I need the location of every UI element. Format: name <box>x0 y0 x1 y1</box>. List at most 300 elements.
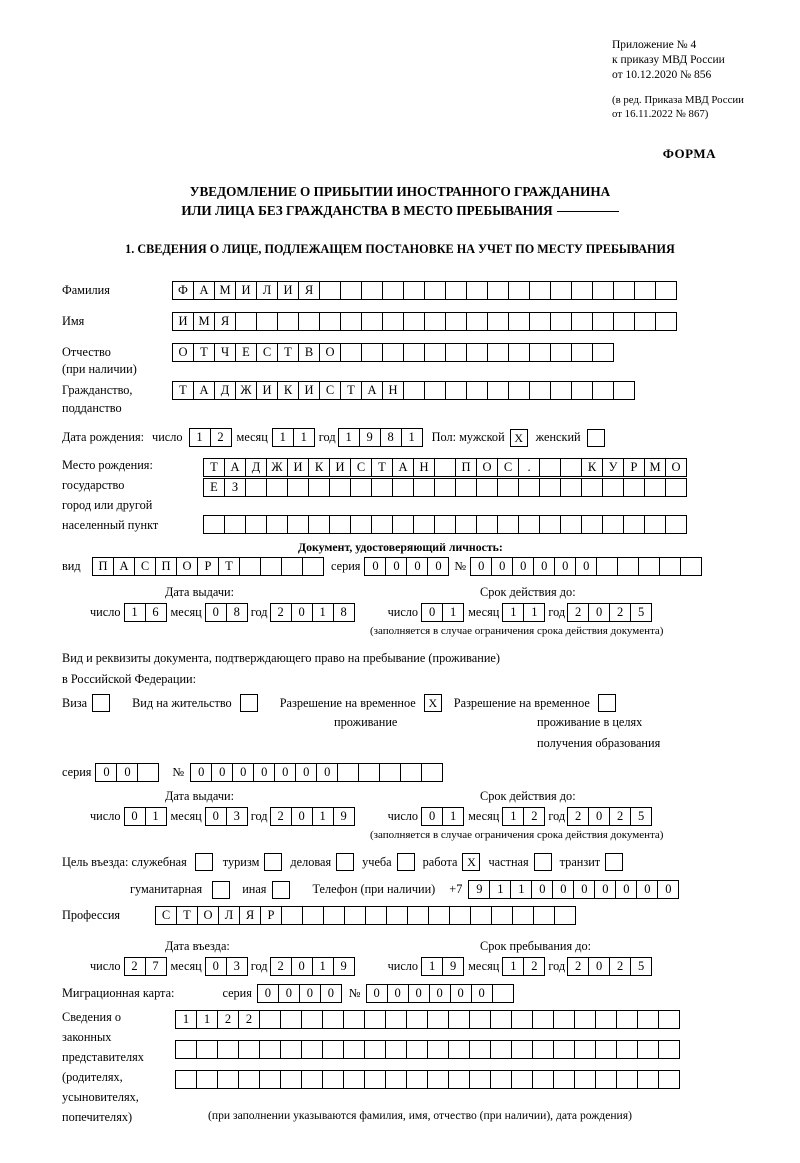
char-cell[interactable] <box>595 1040 617 1059</box>
char-cell[interactable]: Д <box>245 458 267 477</box>
char-cell[interactable] <box>358 763 380 782</box>
char-cell[interactable] <box>623 515 645 534</box>
char-cell[interactable]: 2 <box>567 807 589 826</box>
char-cell[interactable] <box>403 312 425 331</box>
char-cell[interactable]: А <box>224 458 246 477</box>
entry-month-input[interactable] <box>205 957 247 976</box>
char-cell[interactable] <box>658 1040 680 1059</box>
char-cell[interactable]: 2 <box>567 957 589 976</box>
char-cell[interactable]: А <box>113 557 135 576</box>
sex-female-checkbox[interactable] <box>587 429 605 447</box>
char-cell[interactable] <box>427 1040 449 1059</box>
char-cell[interactable] <box>308 478 330 497</box>
char-cell[interactable]: 0 <box>575 557 597 576</box>
char-cell[interactable] <box>595 1070 617 1089</box>
char-cell[interactable]: С <box>155 906 177 925</box>
migration-series-input[interactable] <box>257 984 341 1003</box>
char-cell[interactable]: А <box>361 381 383 400</box>
char-cell[interactable] <box>550 281 572 300</box>
char-cell[interactable]: О <box>476 458 498 477</box>
char-cell[interactable]: 1 <box>523 603 545 622</box>
char-cell[interactable] <box>574 1070 596 1089</box>
purpose-private-checkbox[interactable] <box>534 853 552 871</box>
char-cell[interactable] <box>602 515 624 534</box>
char-cell[interactable]: 3 <box>226 957 248 976</box>
char-cell[interactable]: 0 <box>471 984 493 1003</box>
char-cell[interactable] <box>434 515 456 534</box>
char-cell[interactable] <box>424 343 446 362</box>
char-cell[interactable] <box>217 1040 239 1059</box>
char-cell[interactable]: 8 <box>380 428 402 447</box>
char-cell[interactable] <box>329 478 351 497</box>
char-cell[interactable] <box>371 478 393 497</box>
char-cell[interactable] <box>634 281 656 300</box>
char-cell[interactable]: 0 <box>299 984 321 1003</box>
char-cell[interactable] <box>301 1040 323 1059</box>
char-cell[interactable]: 2 <box>609 603 631 622</box>
residence-permit-checkbox[interactable] <box>240 694 258 712</box>
char-cell[interactable]: 2 <box>567 603 589 622</box>
char-cell[interactable] <box>508 343 530 362</box>
char-cell[interactable] <box>497 515 519 534</box>
issue-month-input[interactable] <box>205 603 247 622</box>
char-cell[interactable]: О <box>197 906 219 925</box>
char-cell[interactable]: 1 <box>442 807 464 826</box>
issue-year-input[interactable] <box>270 603 354 622</box>
char-cell[interactable] <box>581 478 603 497</box>
char-cell[interactable]: О <box>176 557 198 576</box>
char-cell[interactable] <box>392 515 414 534</box>
char-cell[interactable] <box>280 1040 302 1059</box>
char-cell[interactable] <box>413 515 435 534</box>
char-cell[interactable]: Н <box>413 458 435 477</box>
char-cell[interactable] <box>424 312 446 331</box>
char-cell[interactable] <box>386 906 408 925</box>
char-cell[interactable]: 1 <box>293 428 315 447</box>
char-cell[interactable] <box>455 515 477 534</box>
char-cell[interactable]: 0 <box>491 557 513 576</box>
char-cell[interactable]: 2 <box>523 807 545 826</box>
char-cell[interactable] <box>361 343 383 362</box>
char-cell[interactable]: 0 <box>408 984 430 1003</box>
purpose-business-checkbox[interactable] <box>336 853 354 871</box>
char-cell[interactable] <box>592 312 614 331</box>
char-cell[interactable]: 9 <box>442 957 464 976</box>
char-cell[interactable] <box>644 515 666 534</box>
char-cell[interactable] <box>445 281 467 300</box>
legal-rep-input-line-3[interactable] <box>175 1070 679 1089</box>
char-cell[interactable] <box>470 906 492 925</box>
char-cell[interactable] <box>550 381 572 400</box>
permit-series-input[interactable] <box>95 763 158 782</box>
char-cell[interactable] <box>490 1070 512 1089</box>
char-cell[interactable] <box>574 1010 596 1029</box>
char-cell[interactable] <box>379 763 401 782</box>
char-cell[interactable]: Т <box>203 458 225 477</box>
char-cell[interactable] <box>319 281 341 300</box>
char-cell[interactable] <box>571 343 593 362</box>
char-cell[interactable]: У <box>602 458 624 477</box>
char-cell[interactable] <box>592 381 614 400</box>
char-cell[interactable] <box>302 557 324 576</box>
char-cell[interactable] <box>469 1010 491 1029</box>
char-cell[interactable] <box>259 1040 281 1059</box>
char-cell[interactable]: 0 <box>588 603 610 622</box>
char-cell[interactable] <box>445 312 467 331</box>
char-cell[interactable]: 1 <box>175 1010 197 1029</box>
char-cell[interactable] <box>382 312 404 331</box>
stay-year-input[interactable] <box>567 957 651 976</box>
permit-valid-year-input[interactable] <box>567 807 651 826</box>
char-cell[interactable]: 1 <box>272 428 294 447</box>
birth-month-input[interactable] <box>272 428 314 447</box>
char-cell[interactable] <box>364 1070 386 1089</box>
char-cell[interactable] <box>490 1040 512 1059</box>
char-cell[interactable]: 0 <box>636 880 658 899</box>
char-cell[interactable] <box>529 381 551 400</box>
char-cell[interactable]: Ч <box>214 343 236 362</box>
char-cell[interactable] <box>407 906 429 925</box>
char-cell[interactable] <box>385 1070 407 1089</box>
char-cell[interactable]: Д <box>214 381 236 400</box>
char-cell[interactable] <box>445 343 467 362</box>
char-cell[interactable] <box>532 1070 554 1089</box>
valid-day-input[interactable] <box>421 603 463 622</box>
char-cell[interactable] <box>413 478 435 497</box>
char-cell[interactable]: И <box>256 381 278 400</box>
char-cell[interactable] <box>280 1010 302 1029</box>
char-cell[interactable]: 0 <box>427 557 449 576</box>
char-cell[interactable] <box>658 1070 680 1089</box>
char-cell[interactable] <box>302 906 324 925</box>
permit-issue-day-input[interactable] <box>124 807 166 826</box>
char-cell[interactable] <box>301 1070 323 1089</box>
char-cell[interactable]: 8 <box>333 603 355 622</box>
purpose-study-checkbox[interactable] <box>397 853 415 871</box>
char-cell[interactable]: 0 <box>512 557 534 576</box>
char-cell[interactable] <box>623 478 645 497</box>
char-cell[interactable]: 9 <box>333 957 355 976</box>
char-cell[interactable]: 0 <box>116 763 138 782</box>
char-cell[interactable] <box>340 343 362 362</box>
char-cell[interactable] <box>238 1040 260 1059</box>
char-cell[interactable]: 0 <box>205 603 227 622</box>
char-cell[interactable] <box>592 343 614 362</box>
char-cell[interactable] <box>680 557 702 576</box>
permit-valid-day-input[interactable] <box>421 807 463 826</box>
birth-day-input[interactable] <box>189 428 231 447</box>
char-cell[interactable]: 0 <box>274 763 296 782</box>
char-cell[interactable] <box>529 281 551 300</box>
iddoc-number-input[interactable] <box>470 557 701 576</box>
char-cell[interactable]: 1 <box>312 957 334 976</box>
char-cell[interactable]: Т <box>172 381 194 400</box>
char-cell[interactable] <box>644 478 666 497</box>
char-cell[interactable] <box>665 478 687 497</box>
char-cell[interactable] <box>400 763 422 782</box>
char-cell[interactable]: 2 <box>609 807 631 826</box>
char-cell[interactable] <box>343 1070 365 1089</box>
char-cell[interactable]: 0 <box>421 807 443 826</box>
char-cell[interactable] <box>466 281 488 300</box>
char-cell[interactable]: 0 <box>450 984 472 1003</box>
char-cell[interactable] <box>518 478 540 497</box>
char-cell[interactable]: И <box>298 381 320 400</box>
char-cell[interactable] <box>533 906 555 925</box>
char-cell[interactable] <box>350 515 372 534</box>
patronymic-input[interactable] <box>172 343 613 362</box>
char-cell[interactable] <box>287 478 309 497</box>
birth-year-input[interactable] <box>338 428 422 447</box>
citizenship-input[interactable] <box>172 381 634 400</box>
char-cell[interactable] <box>266 478 288 497</box>
char-cell[interactable]: 0 <box>205 807 227 826</box>
char-cell[interactable] <box>382 281 404 300</box>
char-cell[interactable]: Л <box>218 906 240 925</box>
char-cell[interactable]: 1 <box>502 807 524 826</box>
visa-checkbox[interactable] <box>92 694 110 712</box>
char-cell[interactable] <box>487 281 509 300</box>
char-cell[interactable] <box>574 1040 596 1059</box>
char-cell[interactable] <box>448 1040 470 1059</box>
char-cell[interactable]: С <box>256 343 278 362</box>
char-cell[interactable] <box>427 1070 449 1089</box>
purpose-service-checkbox[interactable] <box>195 853 213 871</box>
char-cell[interactable] <box>532 1040 554 1059</box>
char-cell[interactable] <box>655 281 677 300</box>
char-cell[interactable]: 0 <box>257 984 279 1003</box>
char-cell[interactable]: 0 <box>291 603 313 622</box>
char-cell[interactable] <box>319 312 341 331</box>
char-cell[interactable]: Ж <box>235 381 257 400</box>
char-cell[interactable]: Т <box>277 343 299 362</box>
char-cell[interactable] <box>329 515 351 534</box>
char-cell[interactable]: 0 <box>253 763 275 782</box>
char-cell[interactable]: 8 <box>226 603 248 622</box>
char-cell[interactable]: 0 <box>533 557 555 576</box>
char-cell[interactable] <box>571 312 593 331</box>
char-cell[interactable] <box>596 557 618 576</box>
permit-number-input[interactable] <box>190 763 442 782</box>
char-cell[interactable] <box>455 478 477 497</box>
char-cell[interactable]: О <box>172 343 194 362</box>
char-cell[interactable]: 0 <box>573 880 595 899</box>
char-cell[interactable] <box>340 281 362 300</box>
char-cell[interactable] <box>137 763 159 782</box>
char-cell[interactable] <box>487 343 509 362</box>
char-cell[interactable] <box>277 312 299 331</box>
char-cell[interactable]: 2 <box>124 957 146 976</box>
char-cell[interactable] <box>637 1010 659 1029</box>
char-cell[interactable] <box>361 281 383 300</box>
char-cell[interactable] <box>361 312 383 331</box>
char-cell[interactable] <box>434 478 456 497</box>
char-cell[interactable] <box>280 1070 302 1089</box>
char-cell[interactable]: 0 <box>291 807 313 826</box>
char-cell[interactable] <box>385 1010 407 1029</box>
char-cell[interactable]: 9 <box>333 807 355 826</box>
char-cell[interactable] <box>322 1010 344 1029</box>
char-cell[interactable] <box>553 1040 575 1059</box>
permit-valid-month-input[interactable] <box>502 807 544 826</box>
char-cell[interactable]: М <box>193 312 215 331</box>
char-cell[interactable]: Я <box>214 312 236 331</box>
char-cell[interactable] <box>592 281 614 300</box>
char-cell[interactable] <box>196 1040 218 1059</box>
char-cell[interactable]: 0 <box>364 557 386 576</box>
char-cell[interactable] <box>403 343 425 362</box>
char-cell[interactable]: А <box>193 281 215 300</box>
char-cell[interactable] <box>298 312 320 331</box>
char-cell[interactable] <box>448 1070 470 1089</box>
char-cell[interactable] <box>659 557 681 576</box>
char-cell[interactable] <box>466 312 488 331</box>
stay-day-input[interactable] <box>421 957 463 976</box>
char-cell[interactable]: Р <box>623 458 645 477</box>
char-cell[interactable]: . <box>518 458 540 477</box>
char-cell[interactable] <box>196 1070 218 1089</box>
char-cell[interactable] <box>469 1070 491 1089</box>
char-cell[interactable]: 0 <box>95 763 117 782</box>
char-cell[interactable] <box>406 1070 428 1089</box>
char-cell[interactable] <box>427 1010 449 1029</box>
char-cell[interactable] <box>385 1040 407 1059</box>
char-cell[interactable]: 1 <box>338 428 360 447</box>
char-cell[interactable]: 0 <box>205 957 227 976</box>
char-cell[interactable]: С <box>134 557 156 576</box>
char-cell[interactable] <box>203 515 225 534</box>
char-cell[interactable]: 3 <box>226 807 248 826</box>
valid-year-input[interactable] <box>567 603 651 622</box>
char-cell[interactable]: 0 <box>316 763 338 782</box>
legal-rep-input-line-2[interactable] <box>175 1040 679 1059</box>
char-cell[interactable]: П <box>155 557 177 576</box>
char-cell[interactable] <box>322 1040 344 1059</box>
char-cell[interactable] <box>571 281 593 300</box>
char-cell[interactable]: 0 <box>552 880 574 899</box>
char-cell[interactable]: 1 <box>401 428 423 447</box>
char-cell[interactable]: Т <box>340 381 362 400</box>
char-cell[interactable] <box>550 312 572 331</box>
char-cell[interactable]: 2 <box>523 957 545 976</box>
char-cell[interactable]: А <box>193 381 215 400</box>
permit-issue-month-input[interactable] <box>205 807 247 826</box>
char-cell[interactable]: 1 <box>502 957 524 976</box>
char-cell[interactable] <box>323 906 345 925</box>
char-cell[interactable] <box>508 312 530 331</box>
char-cell[interactable] <box>492 984 514 1003</box>
entry-year-input[interactable] <box>270 957 354 976</box>
char-cell[interactable]: И <box>287 458 309 477</box>
char-cell[interactable] <box>553 1010 575 1029</box>
char-cell[interactable] <box>602 478 624 497</box>
char-cell[interactable] <box>497 478 519 497</box>
char-cell[interactable]: 2 <box>270 957 292 976</box>
char-cell[interactable] <box>322 1070 344 1089</box>
char-cell[interactable] <box>238 1070 260 1089</box>
char-cell[interactable]: П <box>92 557 114 576</box>
char-cell[interactable]: И <box>277 281 299 300</box>
char-cell[interactable]: С <box>497 458 519 477</box>
char-cell[interactable] <box>512 906 534 925</box>
char-cell[interactable] <box>616 1070 638 1089</box>
purpose-humanitarian-checkbox[interactable] <box>212 881 230 899</box>
char-cell[interactable] <box>406 1010 428 1029</box>
valid-month-input[interactable] <box>502 603 544 622</box>
birthplace-input-line-2[interactable] <box>203 478 686 497</box>
char-cell[interactable] <box>490 1010 512 1029</box>
purpose-tourism-checkbox[interactable] <box>264 853 282 871</box>
char-cell[interactable]: 5 <box>630 957 652 976</box>
char-cell[interactable] <box>364 1010 386 1029</box>
char-cell[interactable] <box>224 515 246 534</box>
char-cell[interactable] <box>281 557 303 576</box>
char-cell[interactable]: 1 <box>196 1010 218 1029</box>
name-input[interactable] <box>172 312 676 331</box>
char-cell[interactable]: Ж <box>266 458 288 477</box>
char-cell[interactable]: И <box>235 281 257 300</box>
char-cell[interactable] <box>665 515 687 534</box>
char-cell[interactable]: 1 <box>421 957 443 976</box>
char-cell[interactable]: 0 <box>406 557 428 576</box>
char-cell[interactable]: Р <box>197 557 219 576</box>
char-cell[interactable] <box>491 906 513 925</box>
char-cell[interactable]: 0 <box>366 984 388 1003</box>
char-cell[interactable] <box>260 557 282 576</box>
char-cell[interactable]: 1 <box>145 807 167 826</box>
char-cell[interactable] <box>617 557 639 576</box>
char-cell[interactable]: Р <box>260 906 282 925</box>
char-cell[interactable] <box>308 515 330 534</box>
temp-residence-checkbox[interactable]: X <box>424 694 442 712</box>
char-cell[interactable] <box>266 515 288 534</box>
char-cell[interactable] <box>287 515 309 534</box>
char-cell[interactable]: 2 <box>270 807 292 826</box>
char-cell[interactable] <box>449 906 471 925</box>
char-cell[interactable]: 0 <box>124 807 146 826</box>
birthplace-input-line-1[interactable] <box>203 458 686 477</box>
char-cell[interactable] <box>560 478 582 497</box>
char-cell[interactable] <box>529 343 551 362</box>
char-cell[interactable] <box>448 1010 470 1029</box>
char-cell[interactable] <box>364 1040 386 1059</box>
char-cell[interactable]: 0 <box>615 880 637 899</box>
char-cell[interactable] <box>175 1070 197 1089</box>
char-cell[interactable] <box>613 312 635 331</box>
char-cell[interactable]: К <box>581 458 603 477</box>
char-cell[interactable] <box>658 1010 680 1029</box>
char-cell[interactable] <box>466 381 488 400</box>
char-cell[interactable]: 1 <box>312 807 334 826</box>
char-cell[interactable]: 0 <box>657 880 679 899</box>
char-cell[interactable] <box>476 478 498 497</box>
char-cell[interactable]: 0 <box>429 984 451 1003</box>
char-cell[interactable] <box>406 1040 428 1059</box>
char-cell[interactable]: 0 <box>278 984 300 1003</box>
sex-male-checkbox[interactable]: X <box>510 429 528 447</box>
purpose-transit-checkbox[interactable] <box>605 853 623 871</box>
char-cell[interactable] <box>403 381 425 400</box>
char-cell[interactable] <box>371 515 393 534</box>
char-cell[interactable] <box>424 281 446 300</box>
char-cell[interactable]: С <box>350 458 372 477</box>
char-cell[interactable]: 0 <box>531 880 553 899</box>
char-cell[interactable] <box>539 458 561 477</box>
purpose-other-checkbox[interactable] <box>272 881 290 899</box>
char-cell[interactable] <box>239 557 261 576</box>
char-cell[interactable]: 0 <box>232 763 254 782</box>
char-cell[interactable] <box>259 1070 281 1089</box>
